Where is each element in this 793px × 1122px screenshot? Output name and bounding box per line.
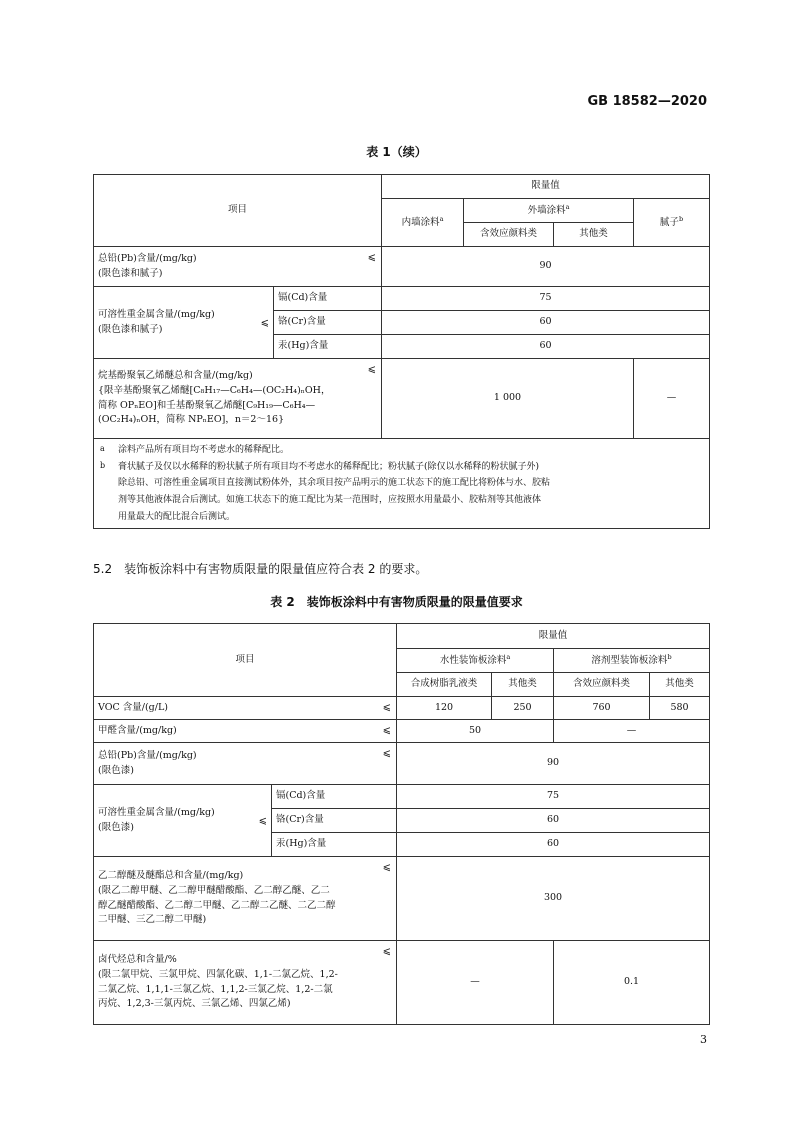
- t1-ape-putty-value: —: [634, 359, 710, 439]
- t2-halo-solvent: 0.1: [554, 941, 710, 1025]
- t2-lead-value: 90: [397, 743, 710, 785]
- t2-header-water: 水性装饰板涂料$^a$: [397, 649, 554, 673]
- t2-halo-water: —: [397, 941, 554, 1025]
- t1-row-lead: 总铅(Pb)含量/(mg/kg) (限色漆和腻子) ⩽: [94, 247, 382, 287]
- t1-header-limit: 限量值: [382, 175, 710, 199]
- t1-hg-label: 汞(Hg)含量: [274, 335, 382, 359]
- t1-hg-value: 60: [382, 335, 710, 359]
- table1-caption: 表 1（续）: [366, 145, 427, 159]
- t2-glycol-value: 300: [397, 857, 710, 941]
- t2-header-item: 项目: [94, 624, 397, 697]
- t1-ape-value: 1 000: [382, 359, 634, 439]
- t2-cd-label: 镉(Cd)含量: [272, 785, 397, 809]
- t2-formaldehyde-water: 50: [397, 720, 554, 743]
- t2-header-solvent: 溶剂型装饰板涂料$^b$: [554, 649, 710, 673]
- t1-cd-value: 75: [382, 287, 710, 311]
- t2-row-halogenated: 卤代烃总和含量/% (限二氯甲烷、三氯甲烷、四氯化碳、1,1-二氯乙烷、1,2- 二氯乙烷、1,1,1-三氯乙烷、1,1,2-三氯乙烷、1,2-二氯 丙烷、1,2,3-三氯丙烷、三氯乙烯、四氯乙烯) ⩽: [94, 941, 397, 1025]
- t2-voc-v2: 250: [492, 697, 554, 720]
- t2-cd-value: 75: [397, 785, 710, 809]
- t1-note-a: a 涂料产品所有项目均不考虑水的稀释配比。: [100, 444, 290, 455]
- page-number: 3: [700, 1033, 707, 1046]
- t2-voc-v3: 760: [554, 697, 650, 720]
- clause-5-2: 5.2 装饰板涂料中有害物质限量的限量值应符合表 2 的要求。: [93, 562, 428, 576]
- t2-hg-label: 汞(Hg)含量: [272, 833, 397, 857]
- t2-hg-value: 60: [397, 833, 710, 857]
- t1-cd-label: 镉(Cd)含量: [274, 287, 382, 311]
- t2-voc-v4: 580: [650, 697, 710, 720]
- t1-note-b: b 膏状腻子及仅以水稀释的粉状腻子所有项目均不考虑水的稀释配比；粉状腻子(除仅以水稀释的粉状腻子外) 除总铅、可溶性重金属项目直接测试粉体外，其余项目按产品明示的施工状态下的施工配比将粉体与水、胶粘 剂等其他液体混合后测试。如施工状态下的施工配比为某一范围时，应按照水用量最小、胶粘剂等其他液体 用量最大的配比混合后测试。: [100, 460, 551, 522]
- t1-cr-label: 铬(Cr)含量: [274, 311, 382, 335]
- t1-header-putty: 腻子$^b$: [634, 199, 710, 247]
- t2-cr-value: 60: [397, 809, 710, 833]
- t2-header-other1: 其他类: [492, 673, 554, 697]
- t2-header-resin: 合成树脂乳液类: [397, 673, 492, 697]
- t1-header-item: 项目: [94, 175, 382, 247]
- t2-row-voc: VOC 含量/(g/L) ⩽: [94, 697, 397, 720]
- t1-row-ape: 烷基酚聚氧乙烯醚总和含量/(mg/kg) {限辛基酚聚氧乙烯醚[C₈H₁₇—C₆H₄—(OC₂H₄)ₙOH， 简称 OPₙEO]和壬基酚聚氧乙烯醚[C₉H₁₉—C₆H₄— (OC₂H₄)ₙOH，简称 NPₙEO]，n＝2～16} ⩽: [94, 359, 382, 439]
- t1-lead-value: 90: [382, 247, 710, 287]
- t2-row-lead: 总铅(Pb)含量/(mg/kg) (限色漆) ⩽: [94, 743, 397, 785]
- standard-number: GB 18582—2020: [587, 94, 707, 109]
- t2-header-limit: 限量值: [397, 624, 710, 649]
- t1-header-other: 其他类: [554, 223, 634, 247]
- t1-header-interior: 内墙涂料$^a$: [382, 199, 464, 247]
- t1-header-exterior: 外墙涂料$^a$: [464, 199, 634, 223]
- t2-voc-v1: 120: [397, 697, 492, 720]
- t2-header-other2: 其他类: [650, 673, 710, 697]
- t1-cr-value: 60: [382, 311, 710, 335]
- table2-caption: 表 2 装饰板涂料中有害物质限量的限量值要求: [270, 595, 523, 609]
- t2-row-heavy-metals: 可溶性重金属含量/(mg/kg) (限色漆) ⩽: [94, 785, 272, 857]
- t1-notes: [94, 439, 710, 529]
- t2-cr-label: 铬(Cr)含量: [272, 809, 397, 833]
- t1-row-heavy-metals: 可溶性重金属含量/(mg/kg) (限色漆和腻子) ⩽: [94, 287, 274, 359]
- table1: [93, 174, 710, 529]
- t2-formaldehyde-solvent: —: [554, 720, 710, 743]
- t2-row-formaldehyde: 甲醛含量/(mg/kg) ⩽: [94, 720, 397, 743]
- t1-header-effect: 含效应颜料类: [464, 223, 554, 247]
- t2-header-effect: 含效应颜料类: [554, 673, 650, 697]
- t2-row-glycol-ethers: 乙二醇醚及醚酯总和含量/(mg/kg) (限乙二醇甲醚、乙二醇甲醚醋酸酯、乙二醇乙醚、乙二 醇乙醚醋酸酯、乙二醇二甲醚、乙二醇二乙醚、二乙二醇 二甲醚、三乙二醇二甲醚) ⩽: [94, 857, 397, 941]
- table2: [93, 623, 710, 1025]
